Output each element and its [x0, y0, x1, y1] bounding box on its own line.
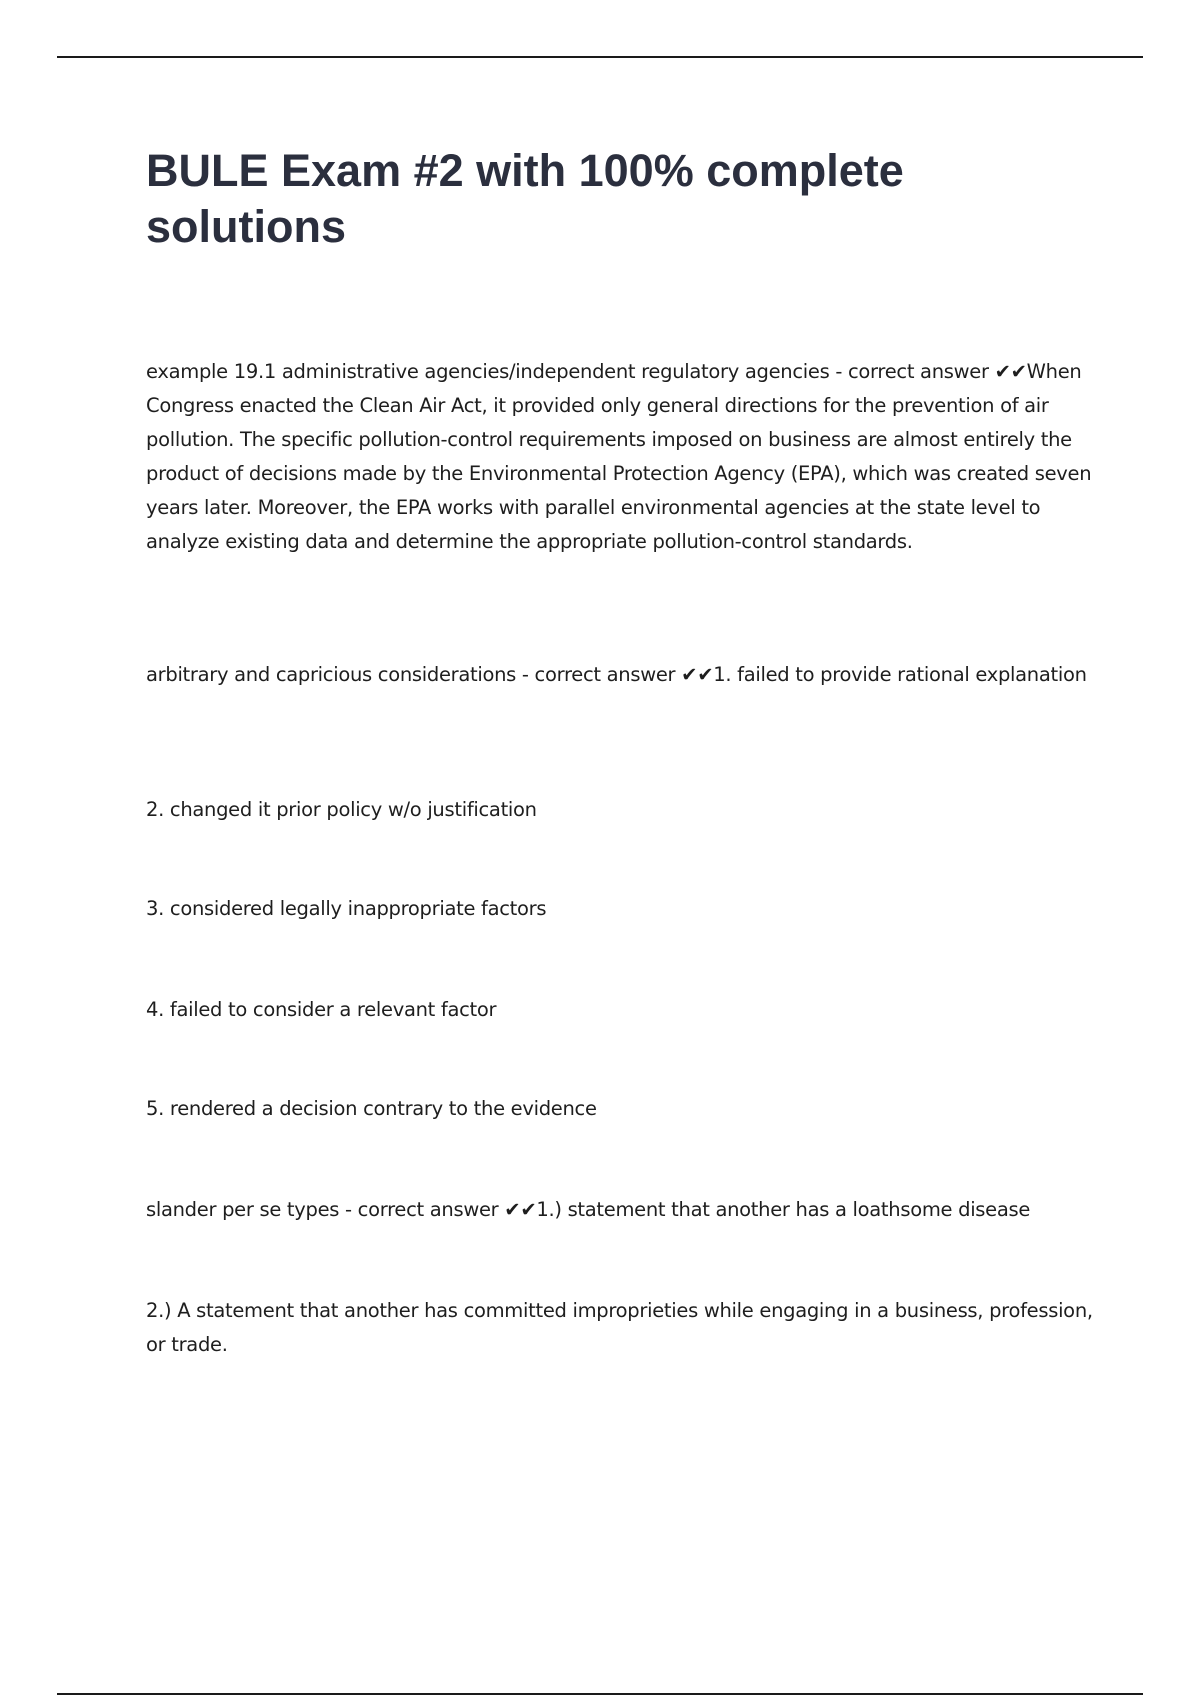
- list-item-4: 4. failed to consider a relevant factor: [146, 998, 497, 1021]
- list-item-2: 2. changed it prior policy w/o justification: [146, 798, 537, 821]
- header-rule: [57, 56, 1143, 58]
- answer-paragraph-slander-per-se: slander per se types - correct answer ✔✔1.) statement that another has a loathsome disease: [146, 1198, 1031, 1221]
- answer-paragraph-arbitrary-capricious: arbitrary and capricious considerations - correct answer ✔✔1. failed to provide rational explanation: [146, 663, 1087, 686]
- footer-rule: [57, 1693, 1143, 1695]
- document-title: BULE Exam #2 with 100% complete solutions: [146, 145, 904, 252]
- list-item-3: 3. considered legally inappropriate factors: [146, 897, 547, 920]
- slander-item-2: 2.) A statement that another has committed improprieties while engaging in a business, profession, or trade.: [146, 1299, 1093, 1356]
- list-item-5: 5. rendered a decision contrary to the evidence: [146, 1097, 597, 1120]
- answer-paragraph-example-19-1: example 19.1 administrative agencies/independent regulatory agencies - correct answer ✔✔When Congress enacted the Clean Air Act, it provided only general directions for the prevention of air pollution. The specific pollution-control requirements imposed on business are almost entirely the product of decisions made by the Environmental Protection Agency (EPA), which was created seven years later. Moreover, the EPA works with parallel environmental agencies at the state level to analyze existing data and determine the appropriate pollution-control standards.: [146, 360, 1092, 553]
